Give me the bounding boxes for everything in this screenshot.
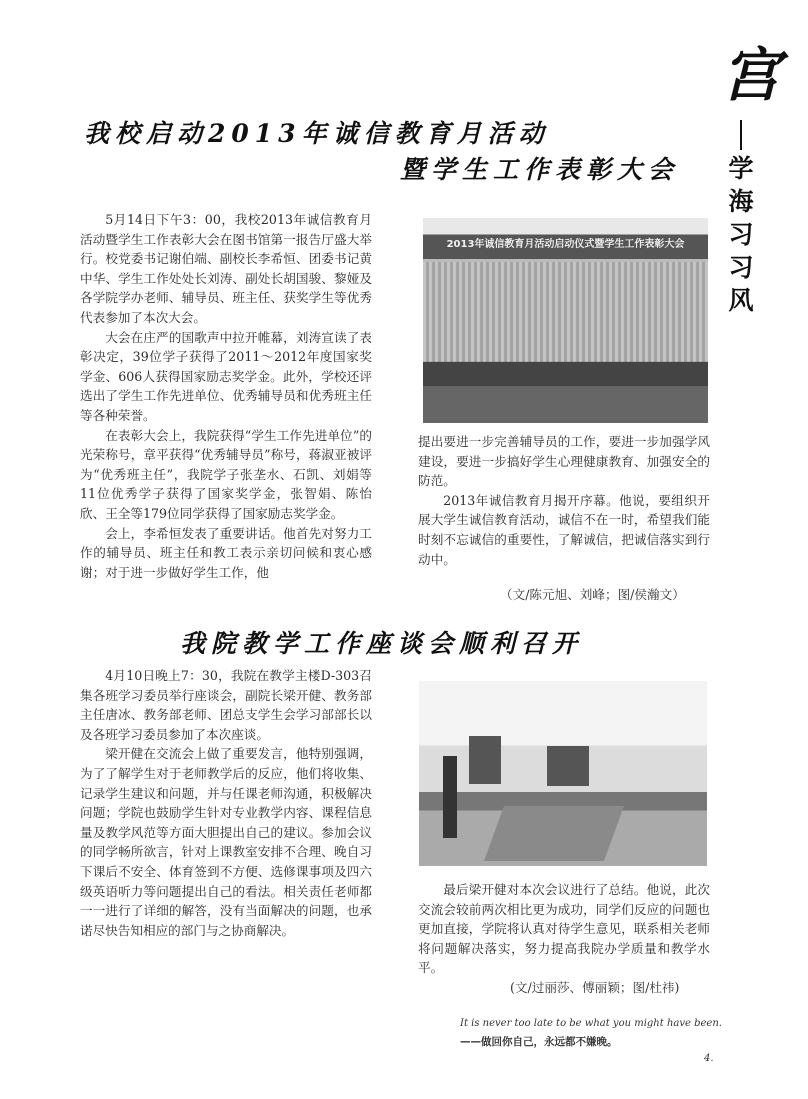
page-number: 4. (704, 1053, 714, 1064)
footer-quote-chinese: ——做回你自己，永远都不嫌晚。 (460, 1036, 618, 1048)
side-header-text: 学海习习风 (728, 154, 754, 315)
paragraph: 大会在庄严的国歌声中拉开帷幕，刘涛宣读了表彰决定，39位学子获得了2011～2012年度国家奖学金、606人获得国家励志奖学金。此外，学校还评选出了学生工作先进单位、优秀辅导员和优秀班主任等各种荣誉。 (80, 329, 372, 423)
photo-banner-text: 2013年诚信教育月活动启动仪式暨学生工作表彰大会 (446, 239, 685, 250)
article1-title-line1: 我校启动2013年诚信教育月活动 (84, 119, 550, 148)
photo-desks (484, 806, 624, 861)
paragraph-continuation: 提出要进一步完善辅导员的工作，要进一步加强学风建设，要进一步搞好学生心理健康教育、加强安全的防范。 (418, 434, 710, 489)
article2-right-column (418, 880, 710, 978)
footer-quote-english: It is never too late to be what you might have been. (460, 1018, 722, 1029)
article2-photo (419, 681, 707, 866)
paragraph: 5月14日下午3：00，我校2013年诚信教育月活动暨学生工作表彰大会在图书馆第一报告厅盛大举行。校党委书记谢伯端、副校长李希恒、团委书记黄中华、学生工作处处长刘涛、副处长胡国骏、黎娅及各学院学办老师、辅导员、班主任、获奖学生等优秀代表参加了本次大会。 (80, 212, 372, 325)
photo-speaker (443, 756, 457, 838)
paragraph: 在表彰大会上，我院获得“学生工作先进单位”的光荣称号，章平获得“优秀辅导员”称号，蒋淑亚被评为“优秀班主任”，我院学子张垄水、石凯、刘娟等11位优秀学子获得了国家奖学金，张智娟、陈怡欣、王全等179位同学获得了国家励志奖学金。 (80, 427, 372, 521)
side-header-char: 宫 (722, 41, 781, 109)
article1-right-column (418, 432, 710, 569)
article1-photo (423, 218, 708, 423)
photo-window (547, 746, 589, 786)
paragraph: 会上，李希恒发表了重要讲话。他首先对努力工作的辅导员、班主任和教工表示亲切问候和衷心感谢；对于进一步做好学生工作，他 (80, 525, 372, 580)
photo-window (469, 736, 501, 784)
photo-curtain (423, 262, 708, 362)
article1-credit: （文/陈元旭、刘峰；图/侯瀚文） (500, 587, 685, 602)
article2-credit: (文/过丽莎、傅丽颖；图/杜祎) (510, 980, 680, 995)
side-header-divider (740, 120, 742, 150)
paragraph: 4月10日晚上7：30，我院在教学主楼D-303召集各班学习委员举行座谈会，副院长梁开健、教务部主任唐冰、教务部老师、团总支学生会学习部部长以及各班学习委员参加了本次座谈。 (80, 668, 372, 742)
paragraph: 梁开健在交流会上做了重要发言，他特别强调，为了了解学生对于老师教学后的反应，他们将收集、记录学生建议和问题，并与任课老师沟通，积极解决问题；学院也鼓励学生针对专业教学内容、课程信息量及教学风范等方面大胆提出自己的建议。参加会议的同学畅所欲言，针对上课教室安排不合理、晚自习下课后不安全、体育签到不方便、选修课事项及四六级英语听力等问题提出自己的看法。相关责任老师都一一进行了详细的解答，没有当面解决的问题，也承诺尽快告知相应的部门与之协商解决。 (80, 746, 372, 938)
article2-left-column (80, 666, 372, 940)
paragraph: 2013年诚信教育月揭开序幕。他说，要组织开展大学生诚信教育活动，诚信不在一时，希望我们能时刻不忘诚信的重要性，了解诚信，把诚信落实到行动中。 (418, 492, 710, 567)
article1-title-line2: 暨学生工作表彰大会 (400, 155, 680, 184)
paragraph: 最后梁开健对本次会议进行了总结。他说，此次交流会较前两次相比更为成功，同学们反应的问题也更加直接，学院将认真对待学生意见，联系相关老师将问题解决落实，努力提高我院办学质量和教学水平。 (418, 882, 710, 976)
article1-left-column (80, 210, 372, 582)
article2-title: 我院教学工作座谈会顺利召开 (180, 629, 584, 658)
